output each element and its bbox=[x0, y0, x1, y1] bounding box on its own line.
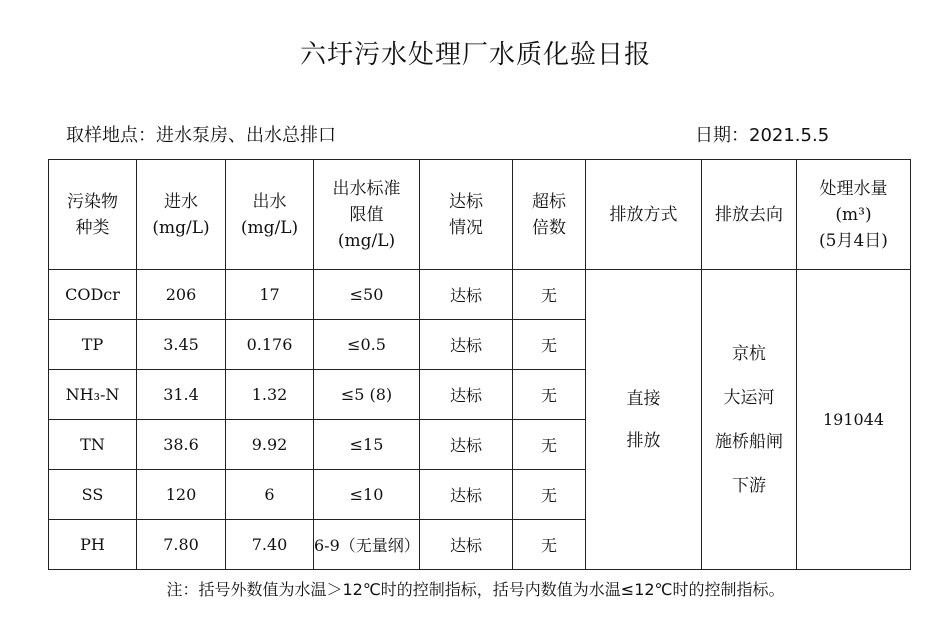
inflow-value: 31.4 bbox=[137, 370, 226, 420]
compliance-value: 达标 bbox=[420, 420, 513, 470]
limit-value: ≤0.5 bbox=[314, 320, 420, 370]
limit-value: ≤10 bbox=[314, 470, 420, 520]
header-row bbox=[49, 160, 911, 270]
header-inflow: 进水 (mg/L) bbox=[137, 160, 226, 270]
outflow-value: 9.92 bbox=[226, 420, 314, 470]
outflow-value: 1.32 bbox=[226, 370, 314, 420]
inflow-value: 3.45 bbox=[137, 320, 226, 370]
compliance-value: 达标 bbox=[420, 520, 513, 570]
report-date: 日期：2021.5.5 bbox=[695, 125, 830, 146]
exceed-value: 无 bbox=[513, 520, 586, 570]
pollutant-name: NH₃-N bbox=[49, 370, 137, 420]
header-compliance: 达标 情况 bbox=[420, 160, 513, 270]
pollutant-name: TN bbox=[49, 420, 137, 470]
exceed-value: 无 bbox=[513, 420, 586, 470]
exceed-value: 无 bbox=[513, 320, 586, 370]
header-pollutant: 污染物 种类 bbox=[49, 160, 137, 270]
exceed-value: 无 bbox=[513, 470, 586, 520]
inflow-value: 7.80 bbox=[137, 520, 226, 570]
compliance-value: 达标 bbox=[420, 370, 513, 420]
header-method: 排放方式 bbox=[586, 160, 702, 270]
outflow-value: 17 bbox=[226, 270, 314, 320]
inflow-value: 120 bbox=[137, 470, 226, 520]
discharge-destination: 京杭 大运河 施桥船闸 下游 bbox=[702, 270, 797, 570]
pollutant-name: CODcr bbox=[49, 270, 137, 320]
header-outflow: 出水 (mg/L) bbox=[226, 160, 314, 270]
inflow-value: 38.6 bbox=[137, 420, 226, 470]
header-exceed: 超标 倍数 bbox=[513, 160, 586, 270]
inflow-value: 206 bbox=[137, 270, 226, 320]
compliance-value: 达标 bbox=[420, 320, 513, 370]
exceed-value: 无 bbox=[513, 270, 586, 320]
footnote: 注：括号外数值为水温＞12℃时的控制指标，括号内数值为水温≤12℃时的控制指标。 bbox=[166, 580, 785, 599]
pollutant-name: SS bbox=[49, 470, 137, 520]
header-limit: 出水标准 限值 (mg/L) bbox=[314, 160, 420, 270]
outflow-value: 7.40 bbox=[226, 520, 314, 570]
limit-value: ≤5 (8) bbox=[314, 370, 420, 420]
compliance-value: 达标 bbox=[420, 270, 513, 320]
limit-value: ≤15 bbox=[314, 420, 420, 470]
pollutant-name: PH bbox=[49, 520, 137, 570]
header-volume: 处理水量 (m³) (5月4日) bbox=[797, 160, 911, 270]
exceed-value: 无 bbox=[513, 370, 586, 420]
compliance-value: 达标 bbox=[420, 470, 513, 520]
sampling-location: 取样地点：进水泵房、出水总排口 bbox=[66, 125, 336, 146]
pollutant-name: TP bbox=[49, 320, 137, 370]
outflow-value: 6 bbox=[226, 470, 314, 520]
limit-value: 6-9（无量纲） bbox=[314, 520, 420, 570]
header-destination: 排放去向 bbox=[702, 160, 797, 270]
discharge-method: 直接 排放 bbox=[586, 270, 702, 570]
outflow-value: 0.176 bbox=[226, 320, 314, 370]
treated-volume: 191044 bbox=[797, 270, 911, 570]
water-quality-table bbox=[48, 159, 911, 570]
report-title: 六圩污水处理厂水质化验日报 bbox=[299, 40, 651, 70]
table-row bbox=[49, 270, 911, 320]
limit-value: ≤50 bbox=[314, 270, 420, 320]
